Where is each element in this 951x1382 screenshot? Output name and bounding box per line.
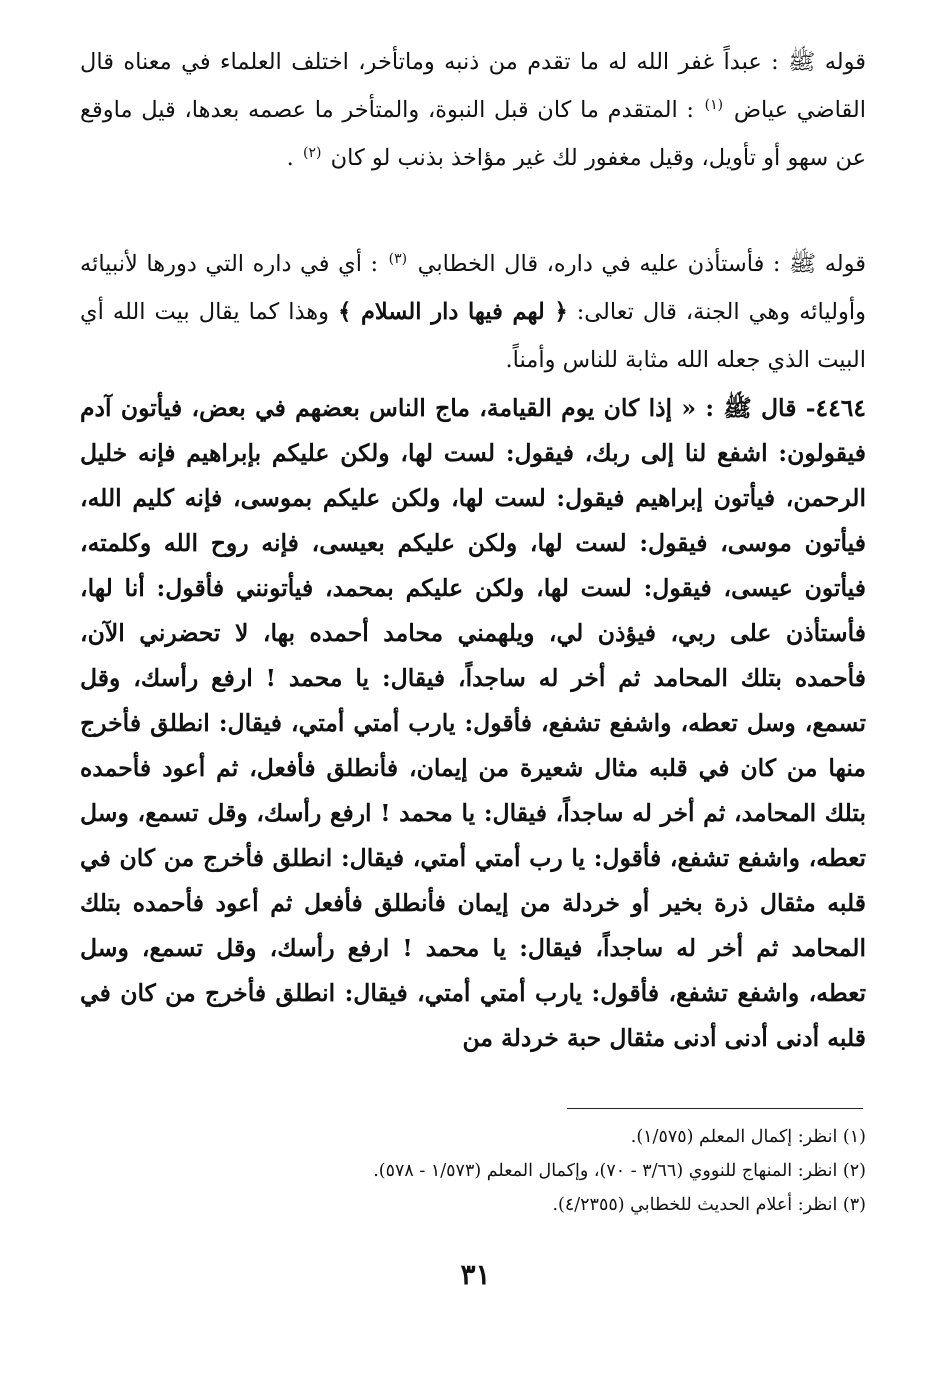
commentary-text: : المتقدم ما كان قبل النبوة، والمتأخر ما عصمه بعدها، قيل ماوقع عن سهو أو تأويل، وقيل مغفور لك غير مؤاخذ بذنب لو كان (80, 97, 866, 171)
footnote-ref-1[interactable]: (١) (704, 96, 724, 113)
commentary-text: . (286, 145, 294, 171)
footnote-ref-2[interactable]: (٢) (302, 144, 322, 161)
commentary-paragraph-1 (80, 38, 866, 182)
hadith-text: « إذا كان يوم القيامة، ماج الناس بعضهم في بعض، فيأتون آدم فيقولون: اشفع لنا إلى ربك، فيقول: لست لها، ولكن عليكم بإبراهيم فإنه خليل الرحمن، فيأتون إبراهيم فيقول: لست لها، ولكن عليكم بموسى، فإنه كليم الله، فيأتون موسى، فيقول: لست لها، ولكن عليكم بعيسى، فإنه روح الله وكلمته، فيأتون عيسى، فيقول: لست لها، ولكن عليكم بمحمد، فيأتونني فأقول: أنا لها، فأستأذن على ربي، فيؤذن لي، ويلهمني محامد أحمده بها، لا تحضرني الآن، فأحمده بتلك المحامد ثم أخر له ساجداً، فيقال: يا محمد ! ارفع رأسك، وقل تسمع، وسل تعطه، واشفع تشفع، فأقول: يارب أمتي أمتي، فيقال: انطلق فأخرج منها من كان في قلبه مثال شعيرة من إيمان، فأنطلق فأفعل، ثم أعود فأحمده بتلك المحامد، ثم أخر له ساجداً، فيقال: يا محمد ! ارفع رأسك، وقل تسمع، وسل تعطه، واشفع تشفع، فأقول: يا رب أمتي أمتي، فيقال: انطلق فأخرج من كان في قلبه مثقال ذرة بخير أو خردلة من إيمان فأنطلق فأفعل ثم أعود فأحمده بتلك المحامد ثم أخر له ساجداً، فيقال: يا محمد ! ارفع رأسك، وقل تسمع، وسل تعطه، واشفع تشفع، فأقول: يارب أمتي أمتي، فيقال: انطلق فأخرج من كان في قلبه أدنى أدنى أدنى مثقال حبة خردلة من (80, 394, 866, 1052)
commentary-text: قوله ﷺ : عبداً غفر الله له ما تقدم من ذنبه وماتأخر، اختلف العلماء في معناه قال القاضي عياض (80, 49, 866, 123)
commentary-paragraph-2 (80, 240, 866, 384)
footnote-1: (١) انظر: إكمال المعلم (١/٥٧٥). (630, 1127, 866, 1147)
footnote-2: (٢) انظر: المنهاج للنووي (٣/٦٦ - ٧٠)، وإكمال المعلم (١/٥٧٣ - ٥٧٨). (373, 1161, 866, 1181)
footnote-divider (567, 1108, 863, 1109)
commentary-text: : أي في داره التي دورها لأنبيائه وأوليائه وهي الجنة، قال تعالى: (80, 251, 866, 325)
footnote-ref-3[interactable]: (٣) (388, 250, 408, 267)
commentary-text: قوله ﷺ : فأستأذن عليه في داره، قال الخطابي (417, 251, 867, 277)
page-number: ٣١ (460, 1258, 491, 1291)
quran-quote: ﴿ لهم فيها دار السلام ﴾ (338, 299, 568, 325)
commentary-text: وهذا كما يقال بيت الله أي البيت الذي جعله الله مثابة للناس وأمناً. (80, 299, 866, 373)
hadith-number: ٤٤٦٤- قال ﷺ : (705, 394, 866, 422)
hadith-paragraph (80, 386, 866, 1061)
footnote-3: (٣) انظر: أعلام الحديث للخطابي (٤/٢٣٥٥). (552, 1195, 866, 1215)
footnotes (80, 1120, 866, 1222)
